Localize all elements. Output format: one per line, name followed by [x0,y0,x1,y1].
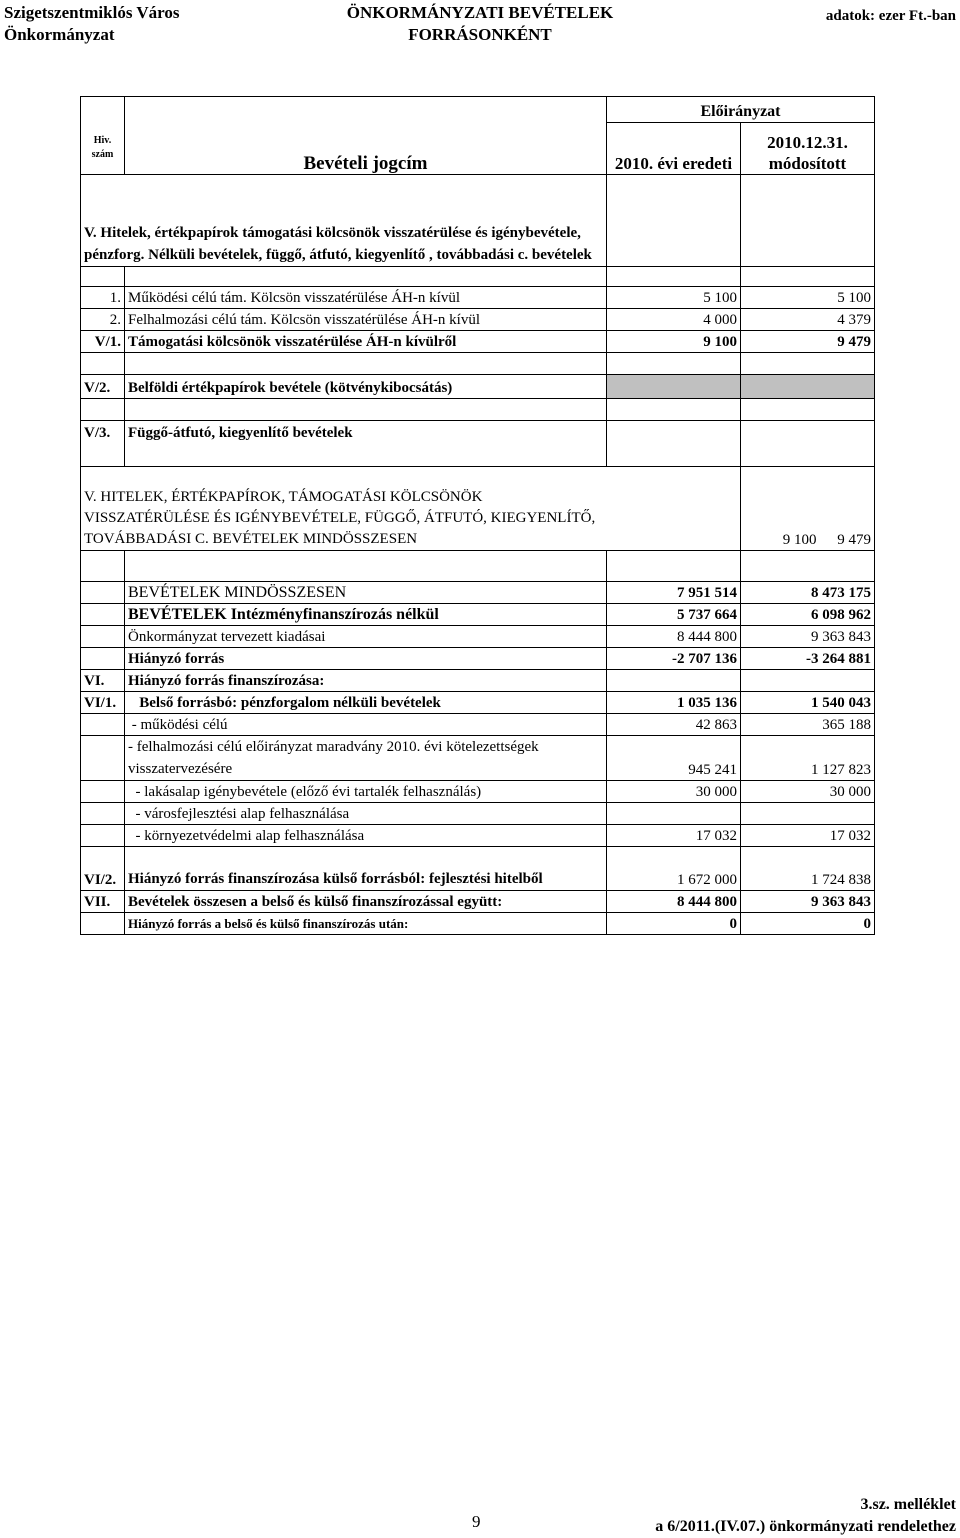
summary-label: BEVÉTELEK Intézményfinanszírozás nélkül [125,603,607,625]
row-label: Belföldi értékpapírok bevétele (kötvénykibocsátás) [125,375,607,399]
summary-modified: 30 000 [741,780,875,802]
group-header-eloiranyzat: Előirányzat [607,97,875,123]
summary-label: Hiányzó forrás [125,647,607,669]
summary-label: - felhalmozási célú előirányzat maradvány 2010. évi kötelezettségek visszatervezésére [125,735,607,780]
summary-label: - lakásalap igénybevétele (előző évi tartalék felhasználás) [125,780,607,802]
document-title-line2: FORRÁSONKÉNT [408,25,552,44]
summary-modified: 6 098 962 [741,603,875,625]
summary-label: Önkormányzat tervezett kiadásai [125,625,607,647]
summary-row [81,802,875,824]
summary-modified: 365 188 [741,713,875,735]
original-header: 2010. évi eredeti [607,123,741,175]
summary-modified: 1 540 043 [741,691,875,713]
annex-reference [655,1494,956,1538]
summary-original: 30 000 [607,780,741,802]
row-label: Működési célú tám. Kölcsön visszatérülése ÁH-n kívül [125,287,607,309]
summary-modified: 1 127 823 [741,735,875,780]
summary-modified: 0 [741,912,875,934]
row-modified [741,375,875,399]
summary-row [81,713,875,735]
row-number: V/1. [81,331,125,353]
summary-modified [741,802,875,824]
row-number: 2. [81,309,125,331]
units-note: adatok: ezer Ft.-ban [825,8,956,24]
summary-original [607,669,741,691]
summary-original [607,802,741,824]
summary-number [81,625,125,647]
jogcim-header: Bevételi jogcím [125,123,607,175]
summary-original: 945 241 [607,735,741,780]
annex-line2: a 6/2011.(IV.07.) önkormányzati rendelethez [655,1518,956,1535]
summary-original: 8 444 800 [607,625,741,647]
page-number: 9 [472,1512,481,1531]
table-row [81,331,875,353]
summary-label: Hiányzó forrás finanszírozása: [125,669,607,691]
row-label: Függő-átfutó, kiegyenlítő bevételek [125,421,607,443]
summary-modified: -3 264 881 [741,647,875,669]
summary-label: Belső forrásbó: pénzforgalom nélküli bevételek [125,691,607,713]
summary-label: Bevételek összesen a belső és külső finanszírozással együtt: [125,890,607,912]
summary-original: 1 672 000 [607,846,741,890]
summary-number [81,912,125,934]
summary-original: 42 863 [607,713,741,735]
summary-row [81,846,875,890]
summary-row [81,780,875,802]
row-modified: 9 479 [741,331,875,353]
summary-modified: 1 724 838 [741,846,875,890]
summary-original: 5 737 664 [607,603,741,625]
row-modified [741,421,875,443]
summary-original: 8 444 800 [607,890,741,912]
summary-modified: 8 473 175 [741,581,875,603]
summary-original: 1 035 136 [607,691,741,713]
modified-header-line1: 2010.12.31. [767,133,848,152]
row-label: Támogatási kölcsönök visszatérülése ÁH-n kívülről [125,331,607,353]
row-original: 9 100 [607,331,741,353]
summary-original: 7 951 514 [607,581,741,603]
summary-label: - működési célú [125,713,607,735]
issuer-line2: Önkormányzat [4,25,115,44]
row-original: 5 100 [607,287,741,309]
summary-modified: 17 032 [741,824,875,846]
table-row [81,421,875,443]
section-v-total-original: 9 100 [782,532,817,548]
row-original [607,375,741,399]
summary-original: -2 707 136 [607,647,741,669]
summary-number: VI/2. [81,846,125,890]
hiv-header [81,123,125,175]
summary-row [81,647,875,669]
summary-number [81,647,125,669]
summary-row [81,735,875,780]
revenue-table [80,96,875,935]
summary-number [81,735,125,780]
modified-header [741,123,875,175]
row-label: Felhalmozási célú tám. Kölcsön visszatérülése ÁH-n kívül [125,309,607,331]
summary-row [81,603,875,625]
summary-row [81,890,875,912]
row-modified: 5 100 [741,287,875,309]
table-row [81,375,875,399]
document-title [320,2,640,46]
summary-original: 17 032 [607,824,741,846]
row-number: 1. [81,287,125,309]
summary-row [81,669,875,691]
summary-number [81,713,125,735]
summary-number: VII. [81,890,125,912]
summary-row [81,824,875,846]
summary-row [81,912,875,934]
hiv-header-line2: szám [91,149,114,161]
table-row [81,309,875,331]
section-v-total-label: V. HITELEK, ÉRTÉKPAPÍROK, TÁMOGATÁSI KÖLCSÖNÖK VISSZATÉRÜLÉSE ÉS IGÉNYBEVÉTELE, FÜGGŐ, ÁTFUTÓ, KIEGYENLÍTŐ, TOVÁBBADÁSI C. BEVÉTELEK MINDÖSSZESEN [81,467,741,551]
summary-label: Hiányzó forrás a belső és külső finanszírozás után: [125,912,607,934]
modified-header-line2: módosított [768,154,847,173]
summary-number: VI/1. [81,691,125,713]
summary-label: Hiányzó forrás finanszírozása külső forrásból: fejlesztési hitelből [125,846,607,890]
hiv-header-line1: Hiv. [93,135,112,147]
summary-modified: 9 363 843 [741,890,875,912]
summary-original: 0 [607,912,741,934]
section-v-total-modified: 9 479 [741,467,875,551]
annex-line1: 3.sz. melléklet [860,1496,956,1513]
summary-number: VI. [81,669,125,691]
table-row [81,287,875,309]
summary-label: BEVÉTELEK MINDÖSSZESEN [125,581,607,603]
row-modified: 4 379 [741,309,875,331]
summary-row [81,625,875,647]
summary-number [81,603,125,625]
summary-number [81,802,125,824]
summary-number [81,824,125,846]
summary-label: - városfejlesztési alap felhasználása [125,802,607,824]
issuer-header [4,2,180,46]
summary-number [81,581,125,603]
row-original [607,421,741,443]
section-v-title: V. Hitelek, értékpapírok támogatási kölcsönök visszatérülése és igénybevétele, pénzforg. Nélküli bevételek, függő, átfutó, kiegyenlítő , továbbadási c. bevételek [81,175,607,267]
row-original: 4 000 [607,309,741,331]
row-number: V/2. [81,375,125,399]
document-title-line1: ÖNKORMÁNYZATI BEVÉTELEK [346,3,614,22]
summary-modified: 9 363 843 [741,625,875,647]
row-number: V/3. [81,421,125,443]
summary-number [81,780,125,802]
summary-modified [741,669,875,691]
summary-row [81,691,875,713]
summary-label: - környezetvédelmi alap felhasználása [125,824,607,846]
issuer-line1: Szigetszentmiklós Város [4,3,180,22]
summary-row [81,581,875,603]
